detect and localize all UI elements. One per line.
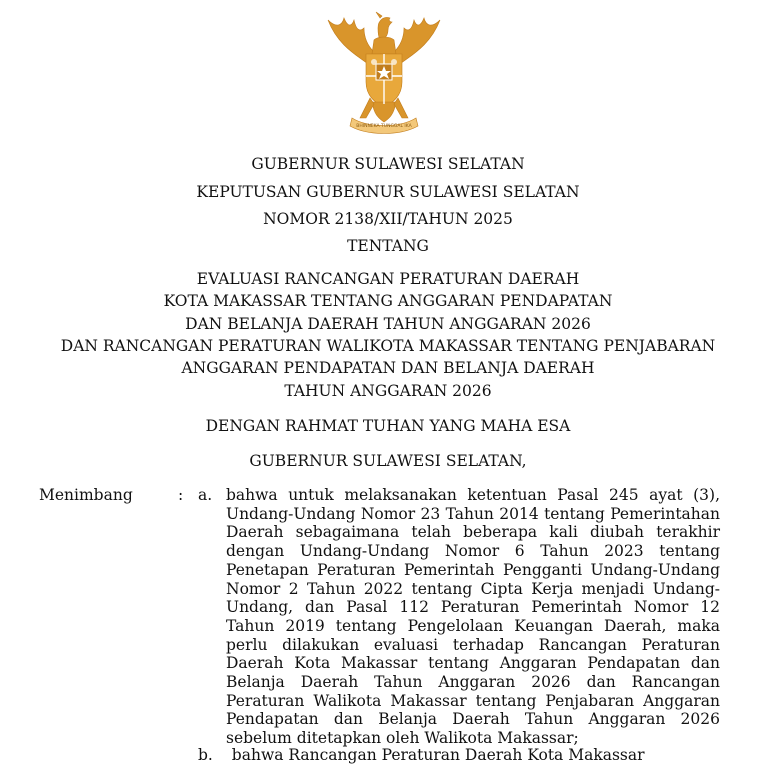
considering-label: Menimbang (39, 486, 133, 504)
signatory-heading: GUBERNUR SULAWESI SELATAN, (249, 452, 527, 470)
considering-item-text: bahwa Rancangan Peraturan Daerah Kota Makassar (231, 746, 645, 764)
title-line: EVALUASI RANCANGAN PERATURAN DAERAH (196, 270, 580, 288)
considering-item-next (198, 746, 645, 765)
title-line: KOTA MAKASSAR TENTANG ANGGARAN PENDAPATAN (163, 292, 613, 310)
title-line: DAN BELANJA DAERAH TAHUN ANGGARAN 2026 (185, 315, 591, 333)
about-heading: TENTANG (347, 237, 429, 255)
title-line: DAN RANCANGAN PERATURAN WALIKOTA MAKASSAR TENTANG PENJABARAN (60, 337, 716, 355)
blessing-text: DENGAN RAHMAT TUHAN YANG MAHA ESA (205, 417, 571, 435)
decree-number: NOMOR 2138/XII/TAHUN 2025 (263, 210, 513, 228)
emblem-motto: BHINNEKA TUNGGAL IKA (356, 124, 412, 129)
item-letter: b. (198, 746, 213, 764)
title-line: ANGGARAN PENDAPATAN DAN BELANJA DAERAH (181, 359, 595, 377)
considering-item-text: bahwa untuk melaksanakan ketentuan Pasal 245 ayat (3), Undang-Undang Nomor 23 Tahun 2014 tentang Pemerintahan Daerah sebagaimana telah beberapa kali diubah terakhir dengan Undang-Undang Nomor 6 Tahun 2023 tentang Penetapan Peraturan Pemerintah Pengganti Undang-Undang Nomor 2 Tahun 2022 tentang Cipta Kerja menjadi Undang-Undang, dan Pasal 112 Peraturan Pemerintah Nomor 12 Tahun 2019 tentang Pengelolaan Keuangan Daerah, maka perlu dilakukan evaluasi terhadap Rancangan Peraturan Daerah Kota Makassar tentang Anggaran Pendapatan dan Belanja Daerah Tahun Anggaran 2026 dan Rancangan Peraturan Walikota Makassar tentang Penjabaran Anggaran Pendapatan dan Belanja Daerah Tahun Anggaran 2026 sebelum ditetapkan oleh Walikota Makassar; (226, 486, 720, 748)
title-line: TAHUN ANGGARAN 2026 (284, 382, 492, 400)
considering-colon: : (178, 486, 184, 504)
item-letter: a. (198, 486, 213, 504)
issuer-heading: GUBERNUR SULAWESI SELATAN (251, 155, 525, 173)
decree-heading: KEPUTUSAN GUBERNUR SULAWESI SELATAN (196, 183, 580, 201)
garuda-pancasila-emblem-icon (318, 6, 450, 138)
